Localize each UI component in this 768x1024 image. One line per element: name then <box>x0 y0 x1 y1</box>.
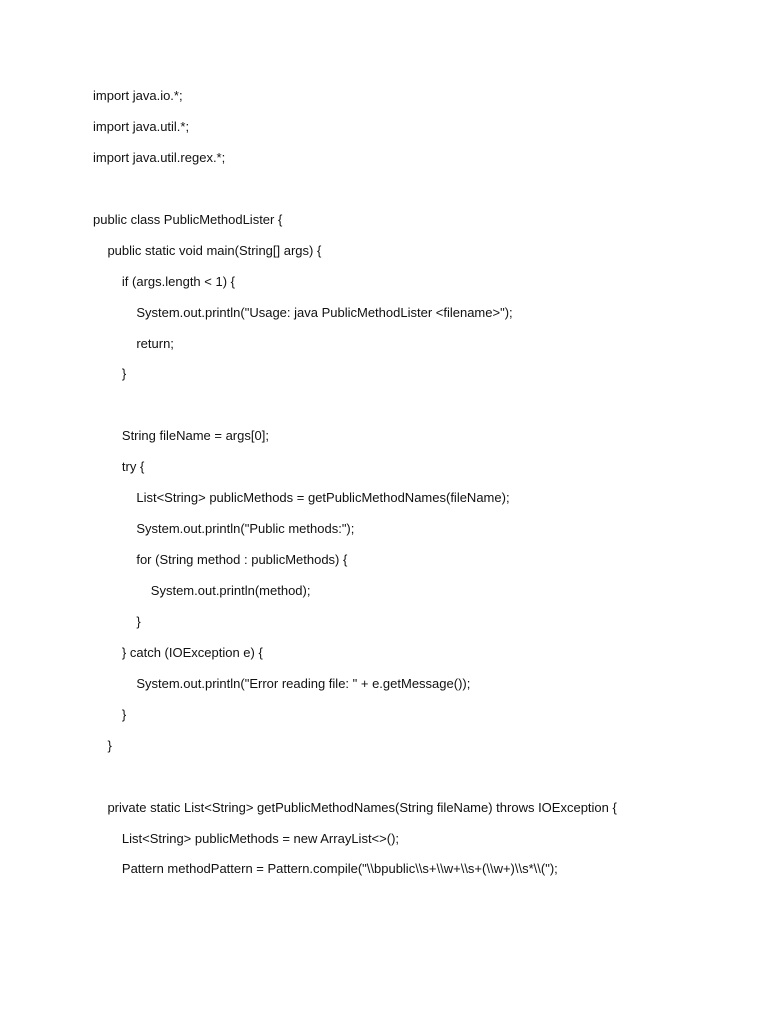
code-line: import java.util.*; <box>93 118 190 134</box>
code-line: } <box>93 366 127 382</box>
code-line: System.out.println("Public methods:"); <box>93 521 355 537</box>
code-line: System.out.println("Error reading file: " + e.getMessage()); <box>93 675 471 691</box>
code-listing <box>93 85 733 889</box>
code-line: String fileName = args[0]; <box>93 428 269 444</box>
code-line: public static void main(String[] args) { <box>93 242 322 258</box>
code-line: List<String> publicMethods = new ArrayList<>(); <box>93 830 400 846</box>
code-line: List<String> publicMethods = getPublicMethodNames(fileName); <box>93 490 510 506</box>
code-line: Pattern methodPattern = Pattern.compile("\\bpublic\\s+\\w+\\s+(\\w+)\\s*\\("); <box>93 861 558 877</box>
code-line: return; <box>93 335 174 351</box>
code-line <box>93 394 733 425</box>
code-line: for (String method : publicMethods) { <box>93 552 348 568</box>
code-line <box>93 766 733 797</box>
code-line: import java.util.regex.*; <box>93 149 226 165</box>
code-line: if (args.length < 1) { <box>93 273 235 289</box>
code-line: } catch (IOException e) { <box>93 644 263 660</box>
code-line: } <box>93 613 141 629</box>
code-line: import java.io.*; <box>93 88 183 103</box>
code-line: try { <box>93 459 145 475</box>
code-line: public class PublicMethodLister { <box>93 211 283 227</box>
code-line: System.out.println(method); <box>93 583 311 598</box>
code-line: System.out.println("Usage: java PublicMethodLister <filename>"); <box>93 304 513 320</box>
code-line: } <box>93 706 127 722</box>
code-line <box>93 178 733 209</box>
code-line: private static List<String> getPublicMethodNames(String fileName) throws IOException { <box>93 799 617 815</box>
code-line: } <box>93 737 112 753</box>
